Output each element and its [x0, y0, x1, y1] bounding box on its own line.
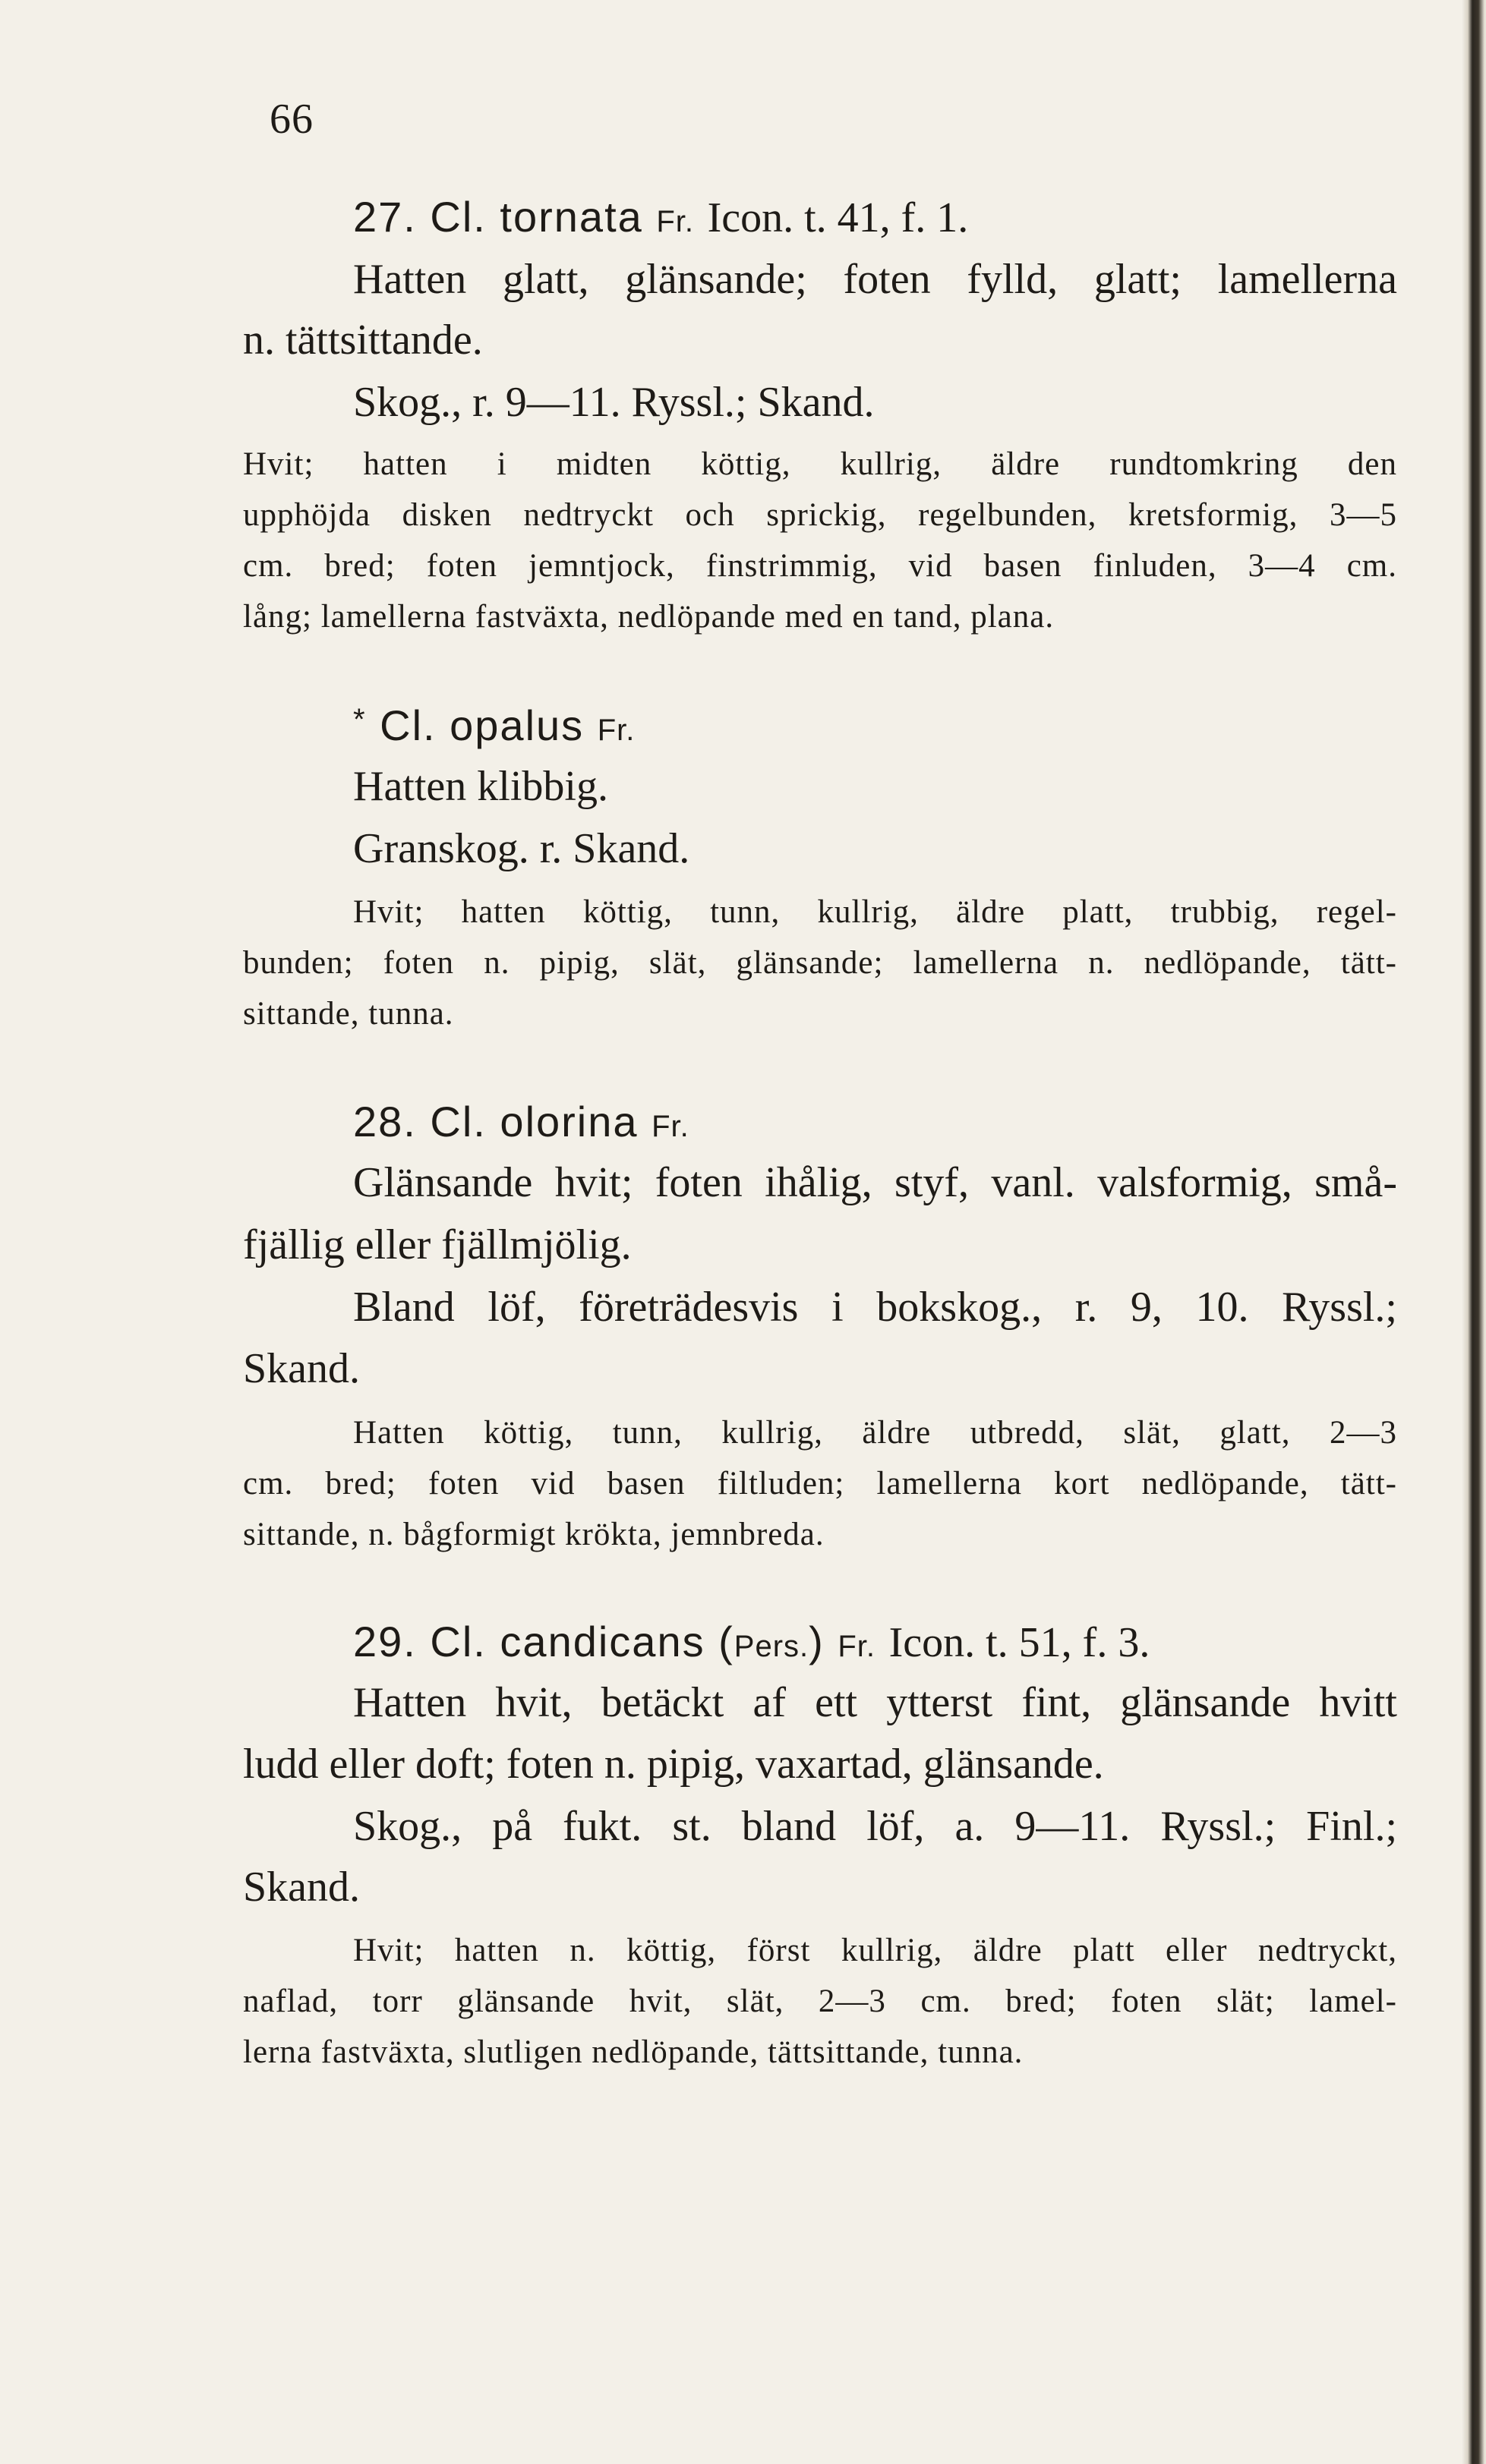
description-line: Hatten glatt, glänsande; foten fylld, glatt; lamellerna [353, 256, 1397, 303]
habitat-line: Skog., på fukt. st. bland löf, a. 9—11. Ryssl.; Finl.; [353, 1803, 1397, 1850]
note-line: bunden; foten n. pipig, slät, glänsande; lamellerna n. nedlöpande, tätt- [243, 945, 1397, 981]
note-line: upphöjda disken nedtryckt och sprickig, regelbunden, kretsformig, 3—5 [243, 497, 1397, 533]
author-abbrev: Pers. [734, 1630, 809, 1663]
species-name: Cl. olorina [430, 1098, 639, 1145]
note-line: cm. bred; foten vid basen filtluden; lamellerna kort nedlöpande, tätt- [243, 1466, 1397, 1501]
entry-number: 27. [353, 193, 417, 241]
habitat-line: Granskog. r. Skand. [353, 825, 690, 872]
note-line: lång; lamellerna fastväxta, nedlöpande med en tand, plana. [243, 599, 1055, 635]
description-line: Hatten klibbig. [353, 763, 608, 810]
heading-separator: ) [809, 1618, 838, 1665]
entry-number: 29. [353, 1618, 417, 1665]
species-name: Cl. candicans ( [430, 1618, 734, 1665]
author-abbrev: Fr. [838, 1630, 876, 1663]
entry-heading [353, 701, 636, 749]
note-line: Hvit; hatten köttig, tunn, kullrig, äldre platt, trubbig, regel- [353, 894, 1397, 930]
note-line: naflad, torr glänsande hvit, slät, 2—3 cm. bred; foten slät; lamel- [243, 1983, 1397, 2019]
description-line: n. tättsittande. [243, 317, 483, 364]
description-line: Hatten hvit, betäckt af ett ytterst fint, glänsande hvitt [353, 1679, 1397, 1726]
note-line: Hvit; hatten i midten köttig, kullrig, äldre rundtomkring den [243, 446, 1397, 482]
description-line: Glänsande hvit; foten ihålig, styf, vanl. valsformig, små- [353, 1159, 1397, 1206]
asterisk-mark: * [353, 703, 367, 736]
author-abbrev: Fr. [597, 714, 636, 747]
habitat-line: Bland löf, företrädesvis i bokskog., r. 9, 10. Ryssl.; [353, 1284, 1397, 1331]
habitat-line: Skand. [243, 1345, 360, 1392]
note-line: cm. bred; foten jemntjock, finstrimmig, vid basen finluden, 3—4 cm. [243, 548, 1397, 584]
author-abbrev: Fr. [652, 1110, 689, 1143]
page-edge [1462, 0, 1486, 2464]
icon-reference: Icon. t. 51, f. 3. [888, 1619, 1150, 1666]
entry-number: 28. [353, 1098, 417, 1145]
habitat-line: Skand. [243, 1864, 360, 1911]
description-line: ludd eller doft; foten n. pipig, vaxartad, glänsande. [243, 1741, 1104, 1788]
note-line: Hatten köttig, tunn, kullrig, äldre utbredd, slät, glatt, 2—3 [353, 1415, 1397, 1451]
entry-heading [353, 1618, 1150, 1666]
icon-reference: Icon. t. 41, f. 1. [707, 194, 969, 241]
species-name: Cl. opalus [380, 701, 585, 749]
page-number: 66 [270, 96, 314, 143]
note-line: sittande, tunna. [243, 996, 454, 1032]
author-abbrev: Fr. [656, 205, 694, 238]
species-name: Cl. tornata [430, 193, 643, 241]
entry-heading [353, 1098, 689, 1145]
description-line: fjällig eller fjällmjölig. [243, 1221, 632, 1268]
habitat-line: Skog., r. 9—11. Ryssl.; Skand. [353, 379, 875, 426]
note-line: Hvit; hatten n. köttig, först kullrig, äldre platt eller nedtryckt, [353, 1933, 1397, 1968]
entry-heading [353, 193, 969, 241]
note-line: lerna fastväxta, slutligen nedlöpande, tättsittande, tunna. [243, 2034, 1024, 2070]
note-line: sittande, n. bågformigt krökta, jemnbreda. [243, 1517, 825, 1552]
